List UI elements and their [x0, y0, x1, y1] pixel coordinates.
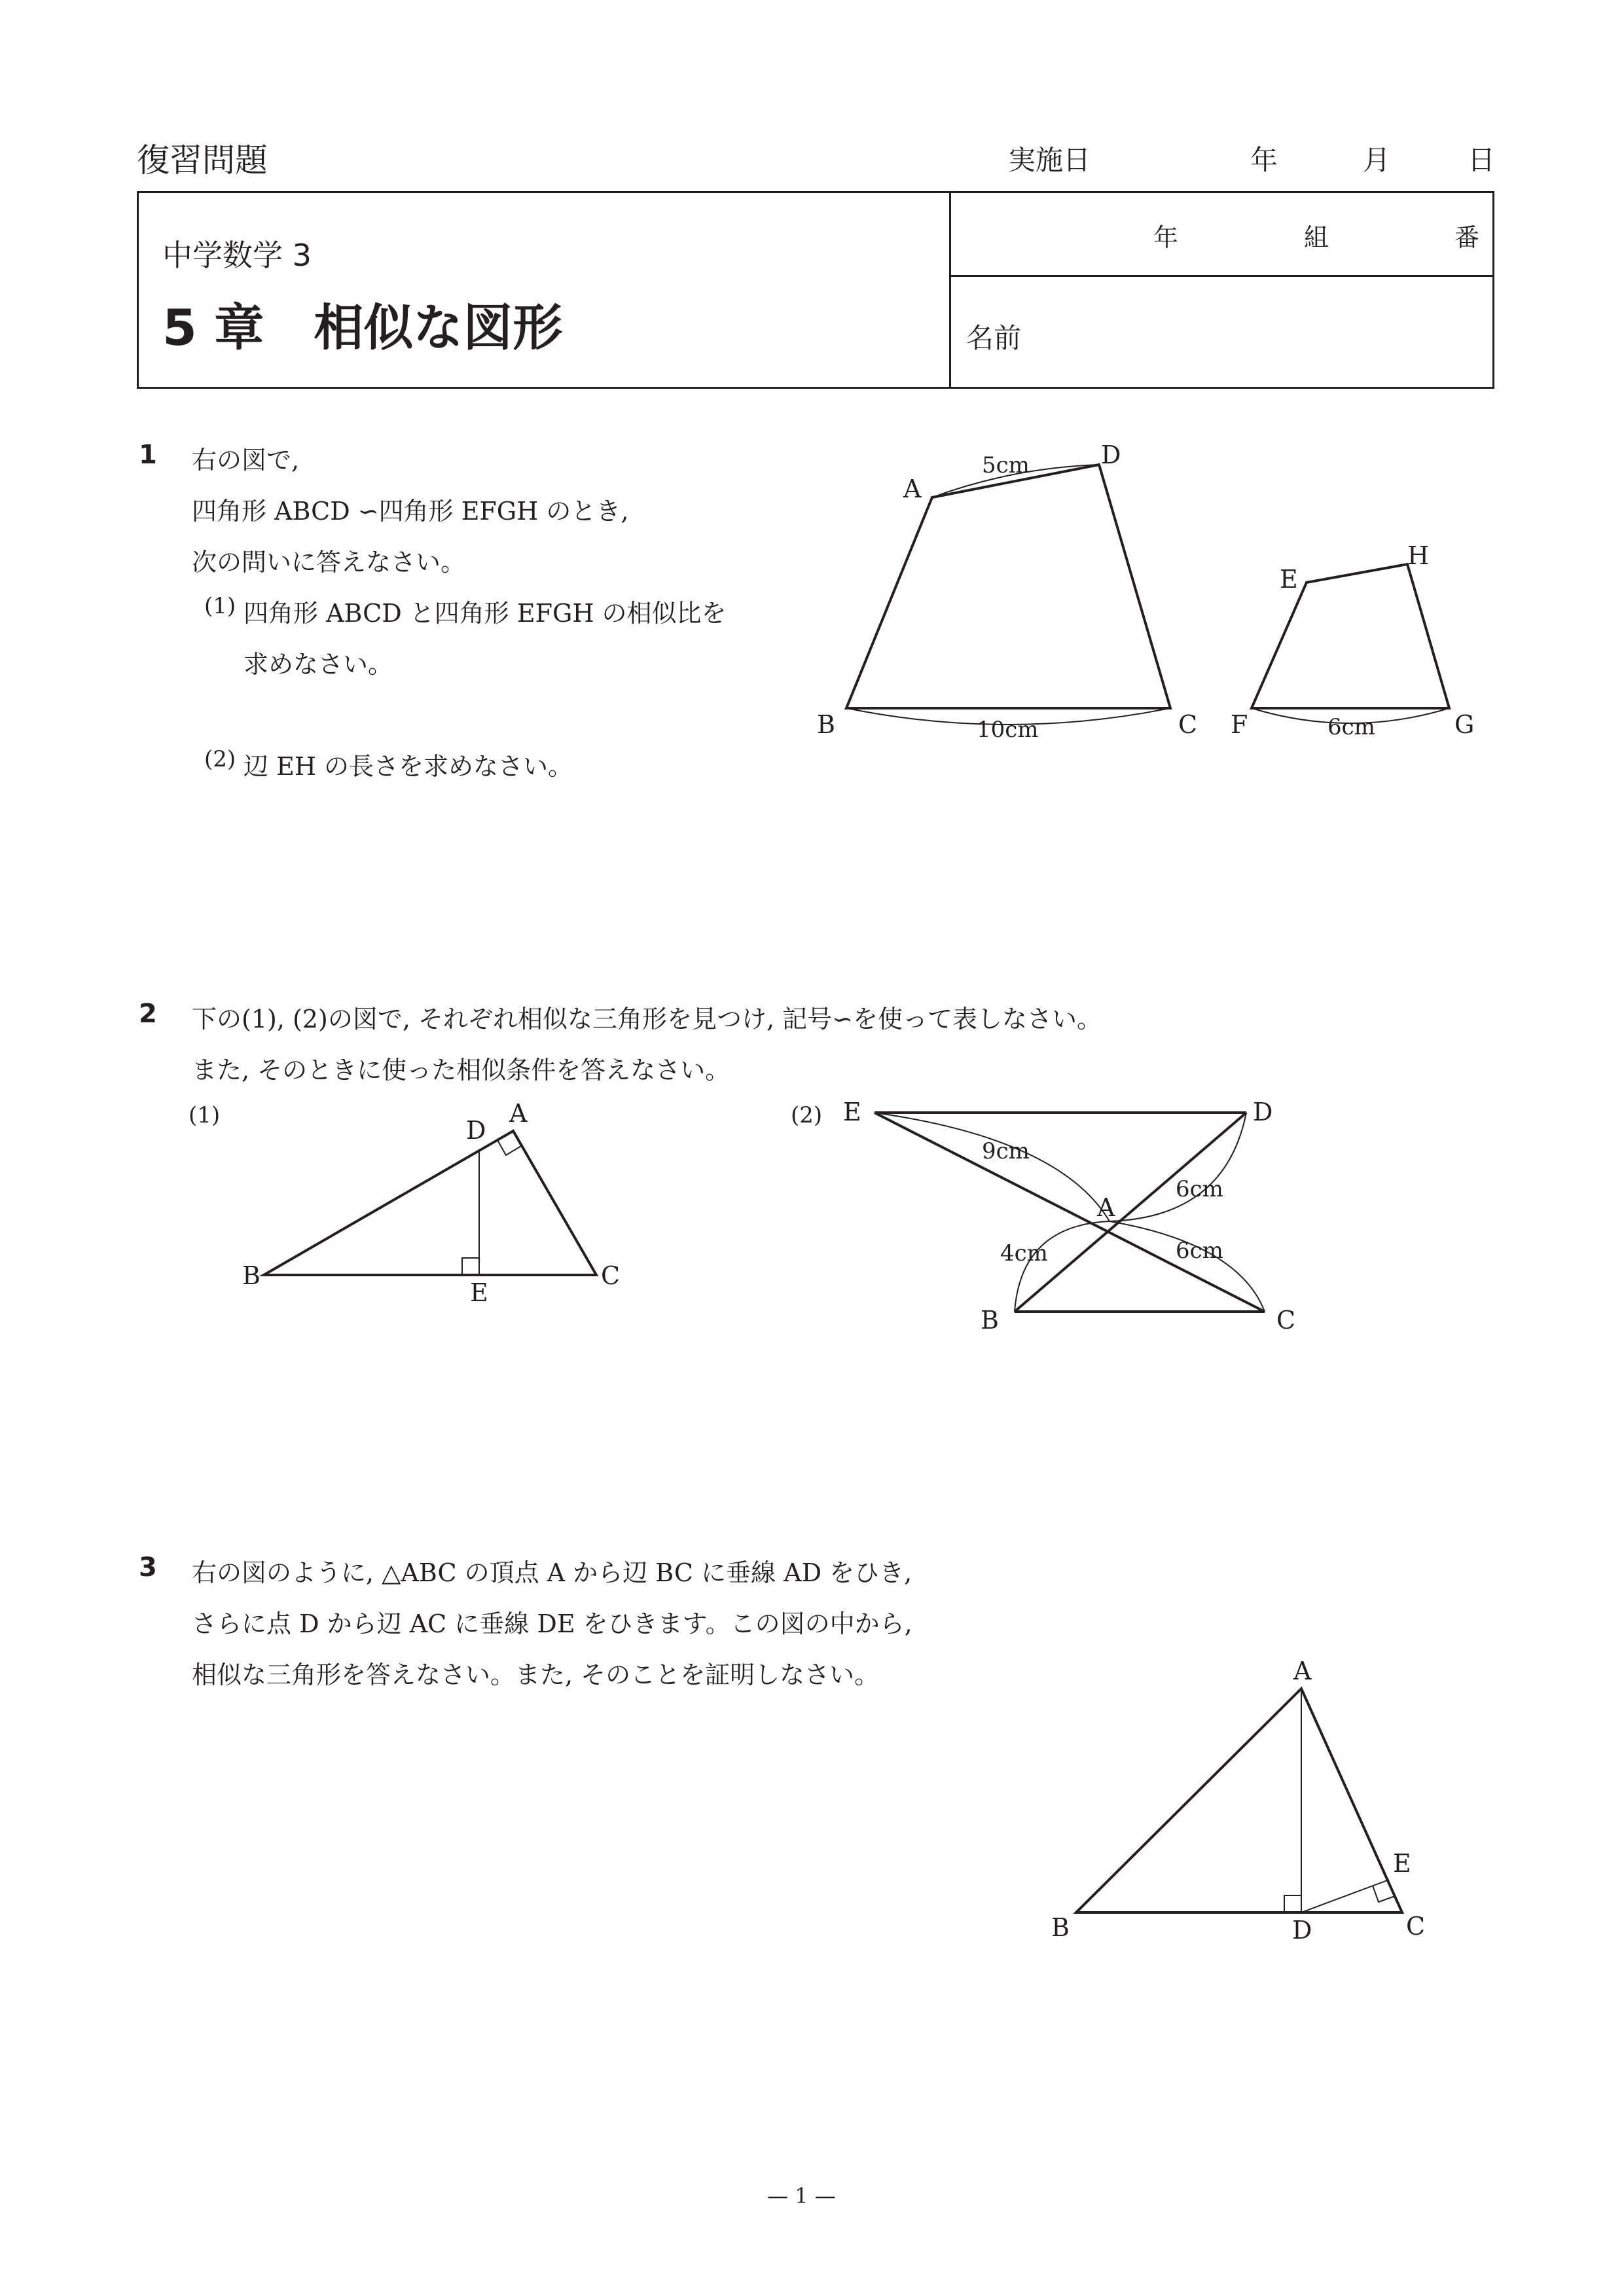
q1-len-ad: 5cm	[982, 452, 1030, 478]
q1-line-2: 四角形 ABCD ∽四角形 EFGH のとき,	[192, 497, 629, 526]
q2-len-ac: 6cm	[1176, 1238, 1223, 1264]
q1-sub2-text: 辺 EH の長さを求めなさい。	[244, 752, 573, 781]
q3-figure	[1021, 1649, 1479, 1964]
q2-fig2	[825, 1086, 1348, 1348]
q1-label-f: F	[1231, 710, 1248, 739]
quad-abcd	[846, 465, 1170, 708]
page-number: — 1 —	[767, 2183, 836, 2208]
q1-sub1-line-1: 四角形 ABCD と四角形 EFGH の相似比を	[244, 599, 727, 628]
q1-label-a: A	[903, 475, 922, 503]
triangle-abc-fig1	[264, 1131, 596, 1275]
title-box-divider	[949, 191, 951, 389]
arc-ac	[1110, 1221, 1265, 1312]
q2-fig2-label-e: E	[843, 1098, 861, 1126]
q1-line-3: 次の問いに答えなさい。	[192, 548, 466, 577]
q2-line-2: また, そのときに使った相似条件を答えなさい。	[192, 1056, 731, 1085]
right-angle-e	[462, 1258, 479, 1275]
right-angle-d	[1284, 1895, 1301, 1912]
q1-label-d: D	[1101, 440, 1121, 469]
q3-label-e: E	[1393, 1849, 1411, 1878]
q2-fig2-label: (2)	[791, 1102, 823, 1128]
class-group-unit: 組	[1304, 223, 1329, 252]
right-angle-a	[497, 1140, 521, 1155]
date-year-unit: 年	[1250, 144, 1278, 176]
q3-label-b: B	[1051, 1913, 1070, 1942]
q1-len-fg: 6cm	[1327, 714, 1375, 740]
q2-fig2-label-d: D	[1253, 1098, 1273, 1126]
date-label: 実施日	[1008, 144, 1091, 176]
q2-fig1-label-d: D	[466, 1116, 486, 1145]
q3-line-1: 右の図のように, △ABC の頂点 A から辺 BC に垂線 AD をひき,	[192, 1558, 912, 1587]
class-year-unit: 年	[1153, 223, 1179, 252]
q1-label-g: G	[1454, 710, 1475, 739]
q3-label-c: C	[1406, 1912, 1426, 1941]
q3-line-3: 相似な三角形を答えなさい。また, そのことを証明しなさい。	[192, 1660, 880, 1689]
q3-label-a: A	[1293, 1657, 1312, 1685]
q1-sub1-label: (1)	[204, 593, 236, 619]
q2-fig1-label-e: E	[470, 1278, 488, 1307]
q1-number: 1	[139, 440, 157, 470]
q1-label-h: H	[1407, 541, 1430, 570]
q2-fig1-label-c: C	[601, 1261, 621, 1290]
q2-number: 2	[139, 999, 157, 1029]
doc-type: 復習問題	[137, 141, 268, 179]
subject-label: 中学数学 3	[162, 238, 312, 273]
q2-len-ea: 9cm	[982, 1138, 1030, 1164]
q2-fig1	[229, 1086, 655, 1322]
q2-len-ba: 4cm	[1000, 1240, 1048, 1266]
name-label: 名前	[966, 322, 1022, 354]
q1-label-e: E	[1280, 565, 1298, 594]
class-number-unit: 番	[1454, 223, 1480, 252]
q2-fig2-label-c: C	[1276, 1306, 1296, 1335]
q2-fig1-label: (1)	[189, 1102, 221, 1128]
date-month-unit: 月	[1363, 144, 1391, 176]
q3-line-2: さらに点 D から辺 AC に垂線 DE をひきます。この図の中から,	[192, 1609, 912, 1638]
triangle-abc-q3	[1076, 1689, 1402, 1912]
segment-db	[1015, 1113, 1246, 1312]
q3-label-d: D	[1292, 1916, 1312, 1945]
q2-fig2-label-b: B	[981, 1306, 999, 1335]
q2-fig1-label-b: B	[242, 1261, 261, 1290]
q1-line-1: 右の図で,	[192, 446, 300, 475]
q1-sub2-label: (2)	[204, 746, 236, 772]
chapter-title: 5 章 相似な図形	[162, 298, 563, 357]
q1-label-c: C	[1178, 710, 1198, 739]
q1-figure	[785, 419, 1506, 759]
arc-ea	[875, 1113, 1110, 1221]
q2-fig1-label-a: A	[509, 1099, 528, 1128]
class-name-divider	[949, 275, 1494, 277]
q1-sub1-line-2: 求めなさい。	[244, 650, 393, 679]
q1-label-b: B	[817, 710, 835, 739]
q3-number: 3	[139, 1552, 157, 1583]
date-day-unit: 日	[1468, 144, 1496, 176]
q1-len-bc: 10cm	[977, 717, 1039, 743]
q2-len-ad: 6cm	[1176, 1176, 1223, 1202]
q2-fig2-label-a: A	[1097, 1193, 1115, 1222]
q2-line-1: 下の(1), (2)の図で, それぞれ相似な三角形を見つけ, 記号∽を使って表しなさい。	[192, 1005, 1102, 1033]
segment-ec	[875, 1113, 1265, 1312]
